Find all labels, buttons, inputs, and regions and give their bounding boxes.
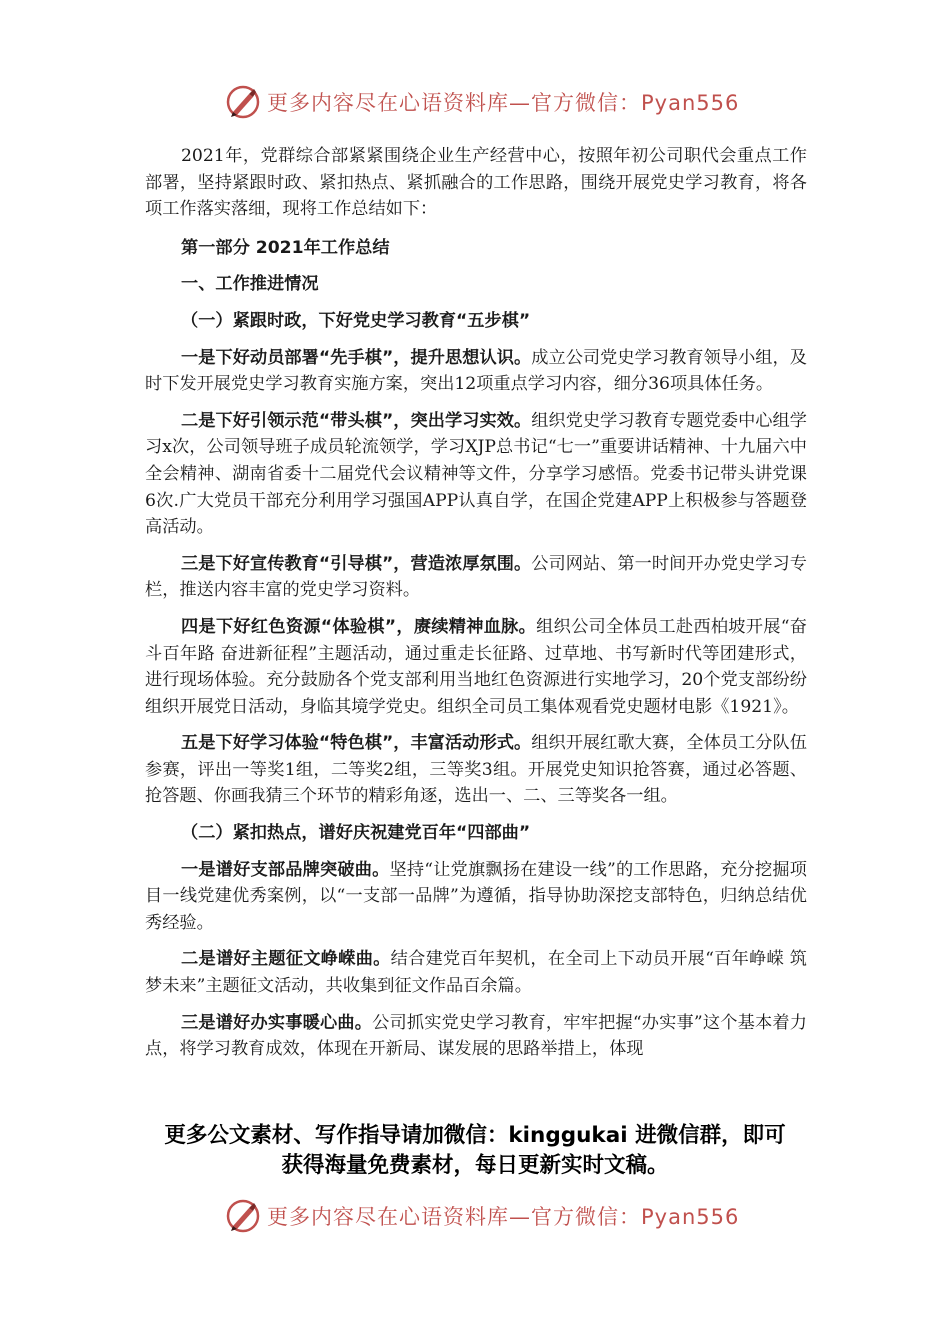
list-item: 四是下好红色资源“体验棋”，赓续精神血脉。组织公司全体员工赴西柏坡开展“奋斗百年路 奋进新征程”主题活动，通过重走长征路、过草地、书写新时代等团建形式，进行现场体验。充分鼓励各个党支部利用当地红色资源进行实地学习，20个党支部纷纷组织开展党日活动，身临其境学党史。组织全司员工集体观看党史题材电影《1921》。 <box>145 616 807 717</box>
list-item: 一是谱好支部品牌突破曲。坚持“让党旗飘扬在建设一线”的工作思路，充分挖掘项目一线党建优秀案例，以“一支部一品牌”为遵循，指导协助深挖支部特色，归纳总结优秀经验。 <box>145 859 807 933</box>
list-item: 一是下好动员部署“先手棋”，提升思想认识。成立公司党史学习教育领导小组，及时下发开展党史学习教育实施方案，突出12项重点学习内容，细分36项具体任务。 <box>145 347 807 395</box>
footer-banner <box>225 1196 740 1236</box>
pen-logo-icon <box>225 1198 261 1234</box>
list-item: 三是谱好办实事暖心曲。公司抓实党史学习教育，牢牢把握“办实事”这个基本着力点，将学习教育成效，体现在开新局、谋发展的思路举措上，体现 <box>145 1012 807 1060</box>
document-body <box>145 143 807 1063</box>
pen-logo-icon <box>225 84 261 120</box>
header-banner <box>225 82 740 122</box>
banner-text: 更多内容尽在心语资料库—官方微信：Pyan556 <box>267 91 740 115</box>
list-item: 三是下好宣传教育“引导棋”，营造浓厚氛围。公司网站、第一时间开办党史学习专栏，推送内容丰富的党史学习资料。 <box>145 553 807 601</box>
list-item: 五是下好学习体验“特色棋”，丰富活动形式。组织开展红歌大赛，全体员工分队伍参赛，评出一等奖1组，二等奖2组，三等奖3组。开展党史知识抢答赛，通过必答题、抢答题、你画我猜三个环节的精彩角逐，选出一、二、三等奖各一组。 <box>145 733 807 807</box>
intro-paragraph: 2021年，党群综合部紧紧围绕企业生产经营中心，按照年初公司职代会重点工作部署，坚持紧跟时政、紧扣热点、紧抓融合的工作思路，围绕开展党史学习教育，将各项工作落实落细，现将工作总结如下： <box>145 146 807 220</box>
list-item: 二是谱好主题征文峥嵘曲。结合建党百年契机，在全司上下动员开展“百年峥嵘 筑梦未来”主题征文活动，共收集到征文作品百余篇。 <box>145 949 807 997</box>
banner-text: 更多内容尽在心语资料库—官方微信：Pyan556 <box>267 1205 740 1229</box>
promo-line-1: 更多公文素材、写作指导请加微信：kinggukai 进微信群，即可 <box>164 1123 786 1148</box>
section-title: 一、工作推进情况 <box>181 274 319 295</box>
subsection-title-1: （一）紧跟时政，下好党史学习教育“五步棋” <box>181 310 531 331</box>
promo-notice <box>120 1121 830 1181</box>
subsection-title-2: （二）紧扣热点，谱好庆祝建党百年“四部曲” <box>181 823 531 844</box>
part-title: 第一部分 2021年工作总结 <box>181 237 390 258</box>
list-item: 二是下好引领示范“带头棋”，突出学习实效。组织党史学习教育专题党委中心组学习x次，公司领导班子成员轮流领学，学习XJP总书记“七一”重要讲话精神、十九届六中全会精神、湖南省委十二届党代会议精神等文件，分享学习感悟。党委书记带头讲党课6次.广大党员干部充分利用学习强国APP认真自学，在国企党建APP上积极参与答题登高活动。 <box>145 410 807 538</box>
promo-line-2: 获得海量免费素材，每日更新实时文稿。 <box>281 1153 669 1178</box>
